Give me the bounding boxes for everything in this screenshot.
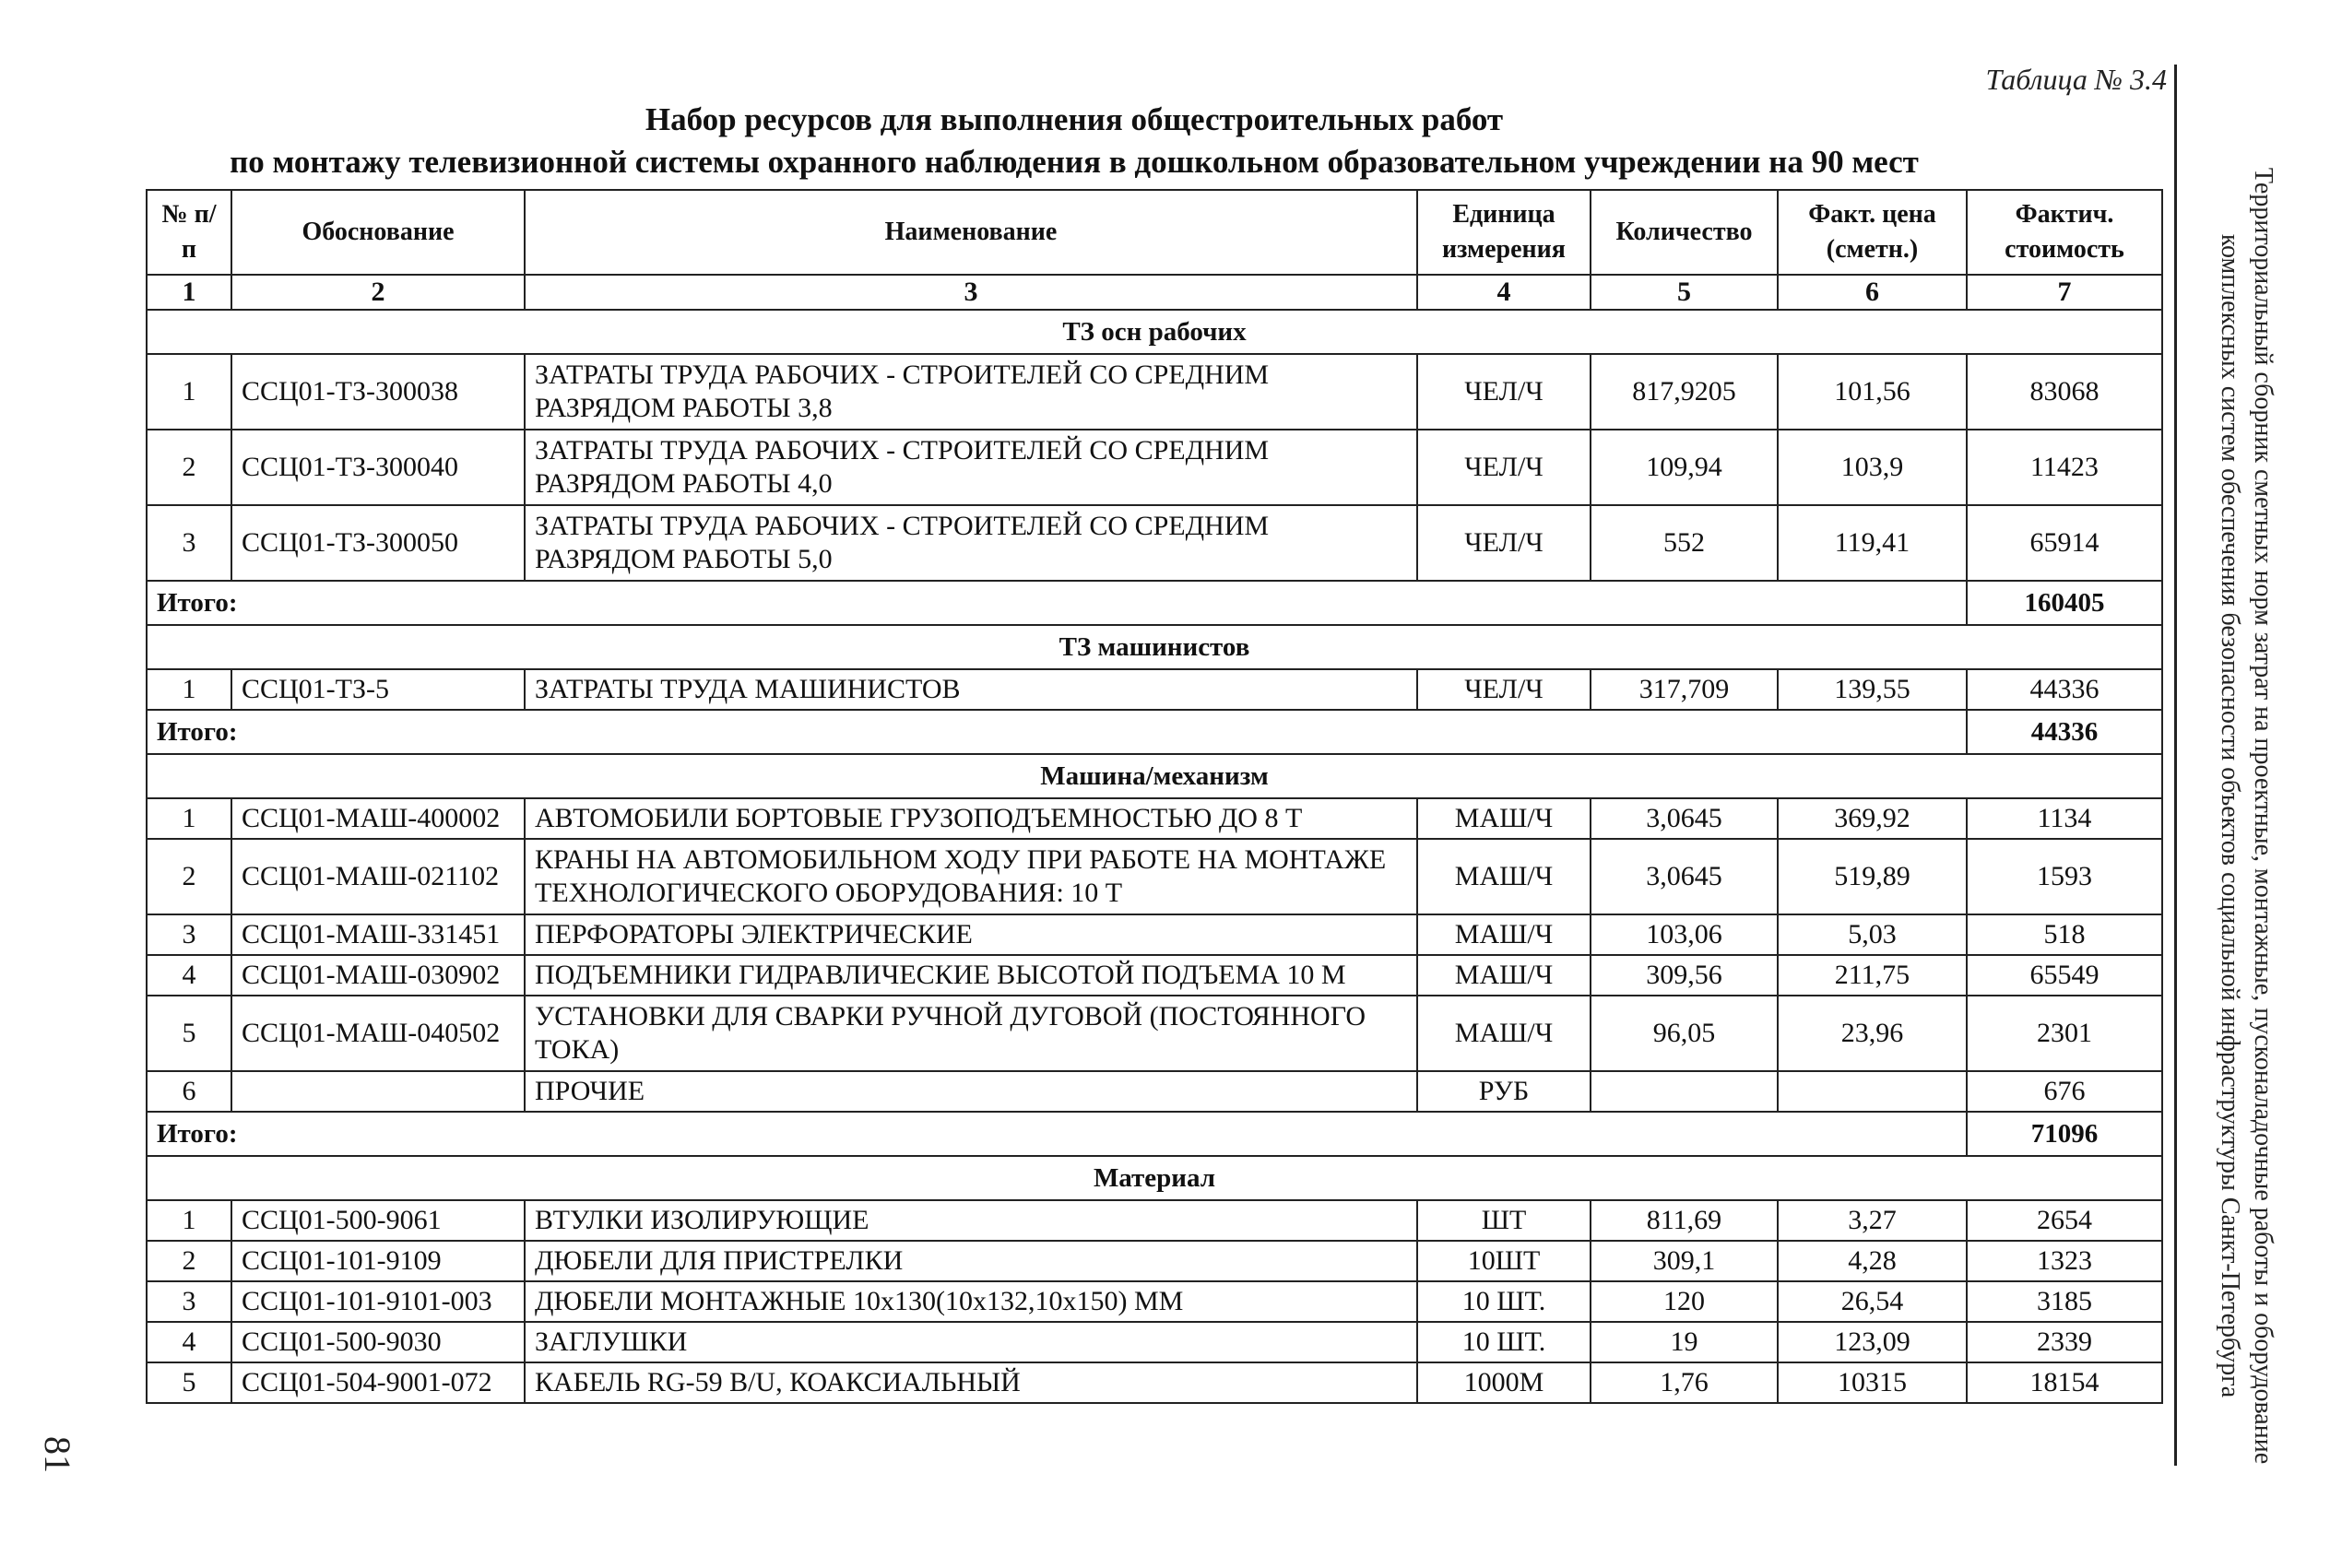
table-row	[147, 798, 2162, 839]
cell-name: ВТУЛКИ ИЗОЛИРУЮЩИЕ	[525, 1200, 1417, 1241]
cell-cost: 518	[1967, 914, 2162, 955]
title-line-1: Набор ресурсов для выполнения общестроительных работ	[645, 101, 1504, 137]
cell-cost: 65914	[1967, 505, 2162, 581]
total-value: 160405	[1967, 581, 2162, 625]
cell-basis: ССЦ01-МАШ-021102	[231, 839, 525, 914]
total-row	[147, 710, 2162, 754]
cell-num: 6	[147, 1071, 231, 1112]
section-header-row	[147, 754, 2162, 798]
cell-basis: ССЦ01-МАШ-030902	[231, 955, 525, 996]
section-header-row	[147, 625, 2162, 669]
cell-name: УСТАНОВКИ ДЛЯ СВАРКИ РУЧНОЙ ДУГОВОЙ (ПОСТОЯННОГО ТОКА)	[525, 996, 1417, 1071]
col-number: 5	[1591, 275, 1778, 310]
cell-cost: 44336	[1967, 669, 2162, 710]
cell-unit: ЧЕЛ/Ч	[1417, 430, 1591, 505]
cell-name: ЗАТРАТЫ ТРУДА РАБОЧИХ - СТРОИТЕЛЕЙ СО СРЕДНИМ РАЗРЯДОМ РАБОТЫ 4,0	[525, 430, 1417, 505]
cell-basis: ССЦ01-МАШ-400002	[231, 798, 525, 839]
cell-num: 2	[147, 430, 231, 505]
table-row	[147, 505, 2162, 581]
cell-cost: 11423	[1967, 430, 2162, 505]
total-label: Итого:	[147, 1112, 1967, 1156]
cell-qty: 103,06	[1591, 914, 1778, 955]
cell-qty: 317,709	[1591, 669, 1778, 710]
cell-cost: 676	[1967, 1071, 2162, 1112]
table-number: Таблица № 3.4	[1985, 63, 2167, 96]
table-row	[147, 430, 2162, 505]
cell-price: 4,28	[1778, 1241, 1967, 1281]
cell-price: 103,9	[1778, 430, 1967, 505]
total-row	[147, 581, 2162, 625]
cell-basis: ССЦ01-101-9101-003	[231, 1281, 525, 1322]
cell-price: 123,09	[1778, 1322, 1967, 1362]
cell-unit: ШТ	[1417, 1200, 1591, 1241]
table-row	[147, 1071, 2162, 1112]
cell-num: 1	[147, 669, 231, 710]
cell-qty: 309,56	[1591, 955, 1778, 996]
cell-num: 2	[147, 839, 231, 914]
col-header-num: № п/п	[147, 190, 231, 275]
table-row	[147, 996, 2162, 1071]
cell-basis: ССЦ01-500-9061	[231, 1200, 525, 1241]
col-number: 3	[525, 275, 1417, 310]
table-row	[147, 955, 2162, 996]
cell-unit: МАШ/Ч	[1417, 996, 1591, 1071]
col-header-qty: Количество	[1591, 190, 1778, 275]
section-title: ТЗ осн рабочих	[147, 310, 2162, 354]
cell-qty: 19	[1591, 1322, 1778, 1362]
cell-qty: 552	[1591, 505, 1778, 581]
cell-name: ДЮБЕЛИ МОНТАЖНЫЕ 10х130(10х132,10х150) ММ	[525, 1281, 1417, 1322]
cell-unit: МАШ/Ч	[1417, 955, 1591, 996]
cell-unit: РУБ	[1417, 1071, 1591, 1112]
cell-num: 5	[147, 996, 231, 1071]
cell-unit: 1000М	[1417, 1362, 1591, 1403]
resources-table	[146, 189, 2163, 1404]
cell-num: 1	[147, 798, 231, 839]
table-row	[147, 1362, 2162, 1403]
cell-unit: 10 ШТ.	[1417, 1322, 1591, 1362]
cell-qty: 811,69	[1591, 1200, 1778, 1241]
cell-unit: МАШ/Ч	[1417, 914, 1591, 955]
cell-qty	[1591, 1071, 1778, 1112]
cell-basis	[231, 1071, 525, 1112]
cell-unit: ЧЕЛ/Ч	[1417, 505, 1591, 581]
section-title: Машина/механизм	[147, 754, 2162, 798]
table-row	[147, 354, 2162, 430]
cell-qty: 120	[1591, 1281, 1778, 1322]
cell-basis: ССЦ01-ТЗ-5	[231, 669, 525, 710]
cell-basis: ССЦ01-МАШ-331451	[231, 914, 525, 955]
cell-qty: 109,94	[1591, 430, 1778, 505]
cell-price: 101,56	[1778, 354, 1967, 430]
side-running-title: Территориальный сборник сметных норм затрат на проектные, монтажные, пусконаладочные работы и оборудование комплексных систем обеспечения безопасности объектов социальной инфраструктуры Санкт-Петербурга	[2216, 167, 2277, 1465]
col-header-cost: Фактич. стоимость	[1967, 190, 2162, 275]
cell-num: 3	[147, 1281, 231, 1322]
cell-name: КРАНЫ НА АВТОМОБИЛЬНОМ ХОДУ ПРИ РАБОТЕ НА МОНТАЖЕ ТЕХНОЛОГИЧЕСКОГО ОБОРУДОВАНИЯ: 10 Т	[525, 839, 1417, 914]
cell-num: 3	[147, 914, 231, 955]
cell-num: 5	[147, 1362, 231, 1403]
cell-cost: 18154	[1967, 1362, 2162, 1403]
cell-price: 3,27	[1778, 1200, 1967, 1241]
cell-name: ЗАТРАТЫ ТРУДА РАБОЧИХ - СТРОИТЕЛЕЙ СО СРЕДНИМ РАЗРЯДОМ РАБОТЫ 5,0	[525, 505, 1417, 581]
cell-num: 3	[147, 505, 231, 581]
cell-name: ЗАТРАТЫ ТРУДА МАШИНИСТОВ	[525, 669, 1417, 710]
margin-rule	[2174, 65, 2177, 1466]
col-number: 4	[1417, 275, 1591, 310]
cell-qty: 3,0645	[1591, 798, 1778, 839]
cell-cost: 83068	[1967, 354, 2162, 430]
cell-name: КАБЕЛЬ RG-59 B/U, КОАКСИАЛЬНЫЙ	[525, 1362, 1417, 1403]
col-number: 6	[1778, 275, 1967, 310]
cell-name: ПОДЪЕМНИКИ ГИДРАВЛИЧЕСКИЕ ВЫСОТОЙ ПОДЪЕМА 10 М	[525, 955, 1417, 996]
cell-qty: 817,9205	[1591, 354, 1778, 430]
cell-unit: МАШ/Ч	[1417, 798, 1591, 839]
total-value: 44336	[1967, 710, 2162, 754]
table-row	[147, 839, 2162, 914]
cell-basis: ССЦ01-МАШ-040502	[231, 996, 525, 1071]
cell-basis: ССЦ01-ТЗ-300050	[231, 505, 525, 581]
cell-price: 5,03	[1778, 914, 1967, 955]
cell-num: 4	[147, 1322, 231, 1362]
table-row	[147, 1281, 2162, 1322]
cell-cost: 1323	[1967, 1241, 2162, 1281]
col-number: 1	[147, 275, 231, 310]
cell-num: 2	[147, 1241, 231, 1281]
cell-price	[1778, 1071, 1967, 1112]
table-row	[147, 914, 2162, 955]
cell-price: 26,54	[1778, 1281, 1967, 1322]
cell-qty: 1,76	[1591, 1362, 1778, 1403]
cell-name: ДЮБЕЛИ ДЛЯ ПРИСТРЕЛКИ	[525, 1241, 1417, 1281]
cell-price: 119,41	[1778, 505, 1967, 581]
total-value: 71096	[1967, 1112, 2162, 1156]
cell-unit: МАШ/Ч	[1417, 839, 1591, 914]
cell-basis: ССЦ01-ТЗ-300038	[231, 354, 525, 430]
cell-name: АВТОМОБИЛИ БОРТОВЫЕ ГРУЗОПОДЪЕМНОСТЬЮ ДО 8 Т	[525, 798, 1417, 839]
table-row	[147, 1200, 2162, 1241]
cell-price: 211,75	[1778, 955, 1967, 996]
cell-price: 519,89	[1778, 839, 1967, 914]
cell-basis: ССЦ01-500-9030	[231, 1322, 525, 1362]
cell-price: 369,92	[1778, 798, 1967, 839]
cell-cost: 2339	[1967, 1322, 2162, 1362]
col-number: 7	[1967, 275, 2162, 310]
col-header-unit: Единица измерения	[1417, 190, 1591, 275]
cell-num: 1	[147, 354, 231, 430]
cell-num: 4	[147, 955, 231, 996]
cell-unit: ЧЕЛ/Ч	[1417, 669, 1591, 710]
cell-price: 23,96	[1778, 996, 1967, 1071]
cell-name: ЗАГЛУШКИ	[525, 1322, 1417, 1362]
cell-cost: 2654	[1967, 1200, 2162, 1241]
section-title: Материал	[147, 1156, 2162, 1200]
cell-unit: 10ШТ	[1417, 1241, 1591, 1281]
col-header-basis: Обоснование	[231, 190, 525, 275]
cell-basis: ССЦ01-101-9109	[231, 1241, 525, 1281]
cell-qty: 309,1	[1591, 1241, 1778, 1281]
cell-price: 139,55	[1778, 669, 1967, 710]
cell-cost: 1593	[1967, 839, 2162, 914]
cell-unit: ЧЕЛ/Ч	[1417, 354, 1591, 430]
cell-name: ПРОЧИЕ	[525, 1071, 1417, 1112]
total-label: Итого:	[147, 581, 1967, 625]
cell-qty: 3,0645	[1591, 839, 1778, 914]
cell-qty: 96,05	[1591, 996, 1778, 1071]
title-line-2: по монтажу телевизионной системы охранного наблюдения в дошкольном образовательном учреждении на 90 мест	[230, 144, 1919, 180]
section-header-row	[147, 1156, 2162, 1200]
cell-name: ЗАТРАТЫ ТРУДА РАБОЧИХ - СТРОИТЕЛЕЙ СО СРЕДНИМ РАЗРЯДОМ РАБОТЫ 3,8	[525, 354, 1417, 430]
column-number-row	[147, 275, 2162, 310]
cell-basis: ССЦ01-ТЗ-300040	[231, 430, 525, 505]
cell-name: ПЕРФОРАТОРЫ ЭЛЕКТРИЧЕСКИЕ	[525, 914, 1417, 955]
cell-cost: 1134	[1967, 798, 2162, 839]
total-row	[147, 1112, 2162, 1156]
table-row	[147, 1241, 2162, 1281]
total-label: Итого:	[147, 710, 1967, 754]
cell-cost: 65549	[1967, 955, 2162, 996]
cell-cost: 3185	[1967, 1281, 2162, 1322]
header-row	[147, 190, 2162, 275]
cell-num: 1	[147, 1200, 231, 1241]
col-header-name: Наименование	[525, 190, 1417, 275]
cell-basis: ССЦ01-504-9001-072	[231, 1362, 525, 1403]
table-row	[147, 669, 2162, 710]
cell-price: 10315	[1778, 1362, 1967, 1403]
cell-cost: 2301	[1967, 996, 2162, 1071]
table-row	[147, 1322, 2162, 1362]
col-number: 2	[231, 275, 525, 310]
section-title: ТЗ машинистов	[147, 625, 2162, 669]
page-number: 81	[37, 1436, 78, 1473]
table-body	[147, 310, 2162, 1403]
cell-unit: 10 ШТ.	[1417, 1281, 1591, 1322]
col-header-price: Факт. цена (сметн.)	[1778, 190, 1967, 275]
section-header-row	[147, 310, 2162, 354]
